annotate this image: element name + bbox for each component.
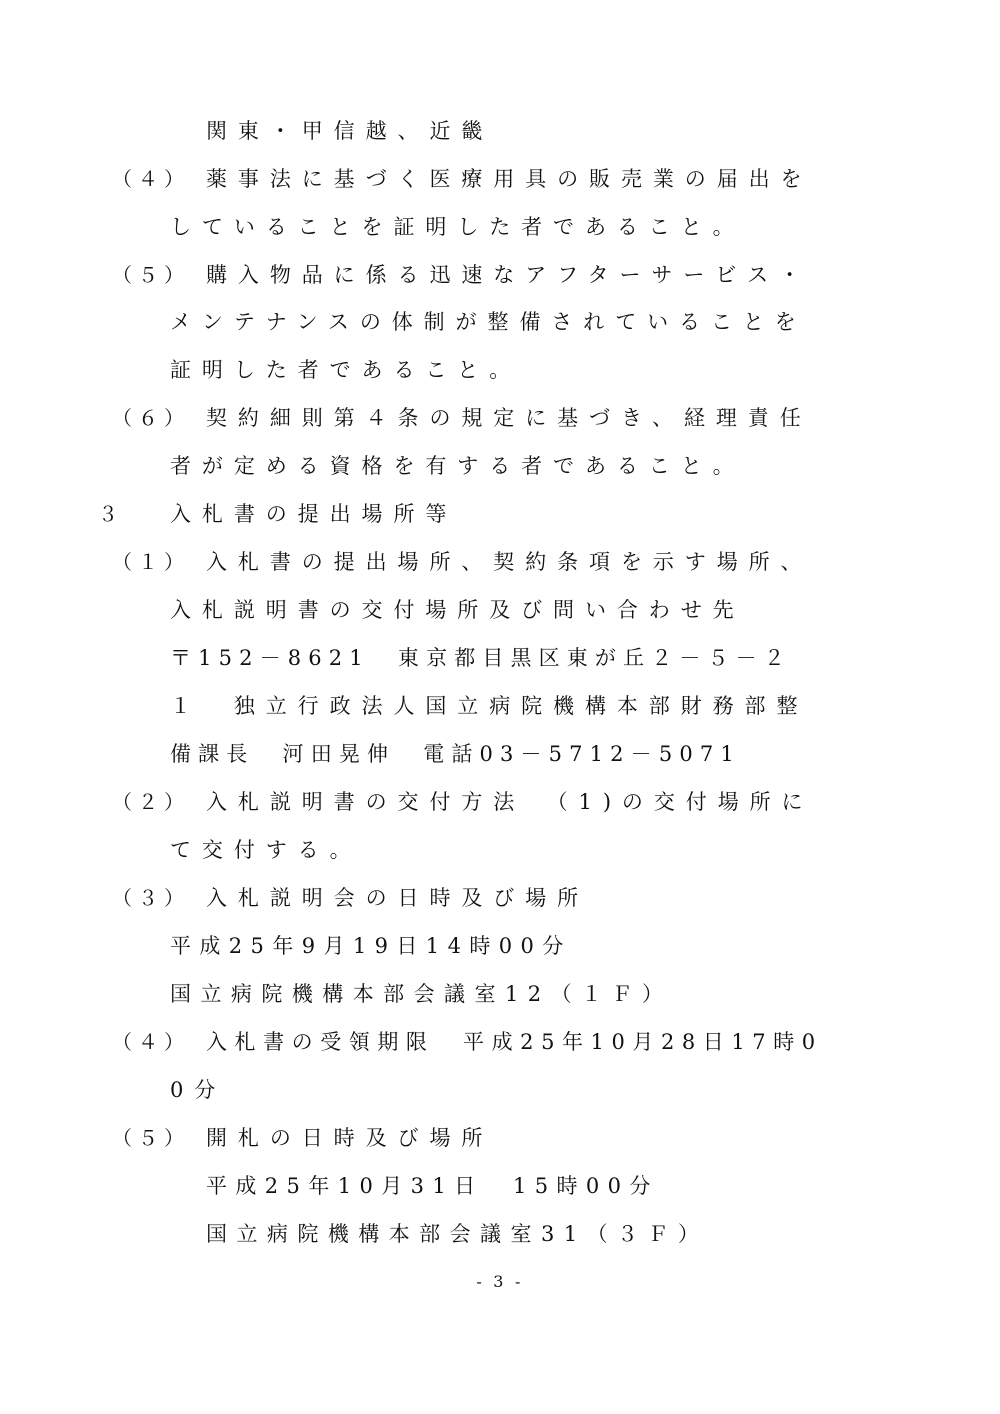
page-number: - 3 -: [476, 1272, 524, 1291]
text-line: 開札の日時及び場所: [206, 1126, 494, 1150]
section-heading: 入札書の提出場所等: [170, 502, 458, 526]
text-line: 薬事法に基づく医療用具の販売業の届出を: [206, 167, 813, 191]
text-line: 関東・甲信越、近畿: [206, 119, 494, 143]
item-marker-4b: （４）: [112, 1030, 190, 1054]
contact-line: 備課長 河田晃伸 電話03－5712－5071: [170, 742, 741, 766]
address-line: 〒152－8621 東京都目黒区東が丘２－５－２: [170, 646, 792, 670]
text-line: 0分: [170, 1078, 227, 1102]
text-line: 入札説明書の交付方法 （1)の交付場所に: [206, 790, 814, 814]
datetime-line: 平成25年10月31日 15時00分: [206, 1174, 659, 1198]
item-marker-5: （５）: [112, 263, 190, 287]
item-marker-1: （１）: [112, 550, 190, 574]
text-line: していることを証明した者であること。: [170, 215, 745, 239]
text-line: 入札説明書の交付場所及び問い合わせ先: [170, 598, 745, 622]
text-line: 契約細則第４条の規定に基づき、経理責任: [206, 406, 812, 430]
text-line: 入札書の提出場所、契約条項を示す場所、: [206, 550, 813, 574]
text-line: １ 独立行政法人国立病院機構本部財務部整: [170, 694, 809, 718]
deadline-line: 入札書の受領期限 平成25年10月28日17時0: [206, 1030, 823, 1054]
location-line: 国立病院機構本部会議室31（３Ｆ）: [206, 1222, 709, 1246]
text-line: 証明した者であること。: [170, 358, 522, 382]
text-line: 購入物品に係る迅速なアフターサービス・: [206, 263, 812, 287]
text-line: 入札説明会の日時及び場所: [206, 886, 590, 910]
item-marker-3: （３）: [112, 886, 190, 910]
text-line: て交付する。: [170, 838, 362, 862]
text-line: メンテナンスの体制が整備されていることを: [170, 310, 807, 334]
text-line: 者が定める資格を有する者であること。: [170, 454, 745, 478]
item-marker-5b: （５）: [112, 1126, 190, 1150]
item-marker-2: （２）: [112, 790, 190, 814]
item-marker-4: （４）: [112, 167, 190, 191]
section-number-3: ３: [98, 502, 124, 526]
datetime-line: 平成25年9月19日14時00分: [170, 934, 572, 958]
location-line: 国立病院機構本部会議室12（１Ｆ）: [170, 982, 673, 1006]
item-marker-6: （６）: [112, 406, 190, 430]
